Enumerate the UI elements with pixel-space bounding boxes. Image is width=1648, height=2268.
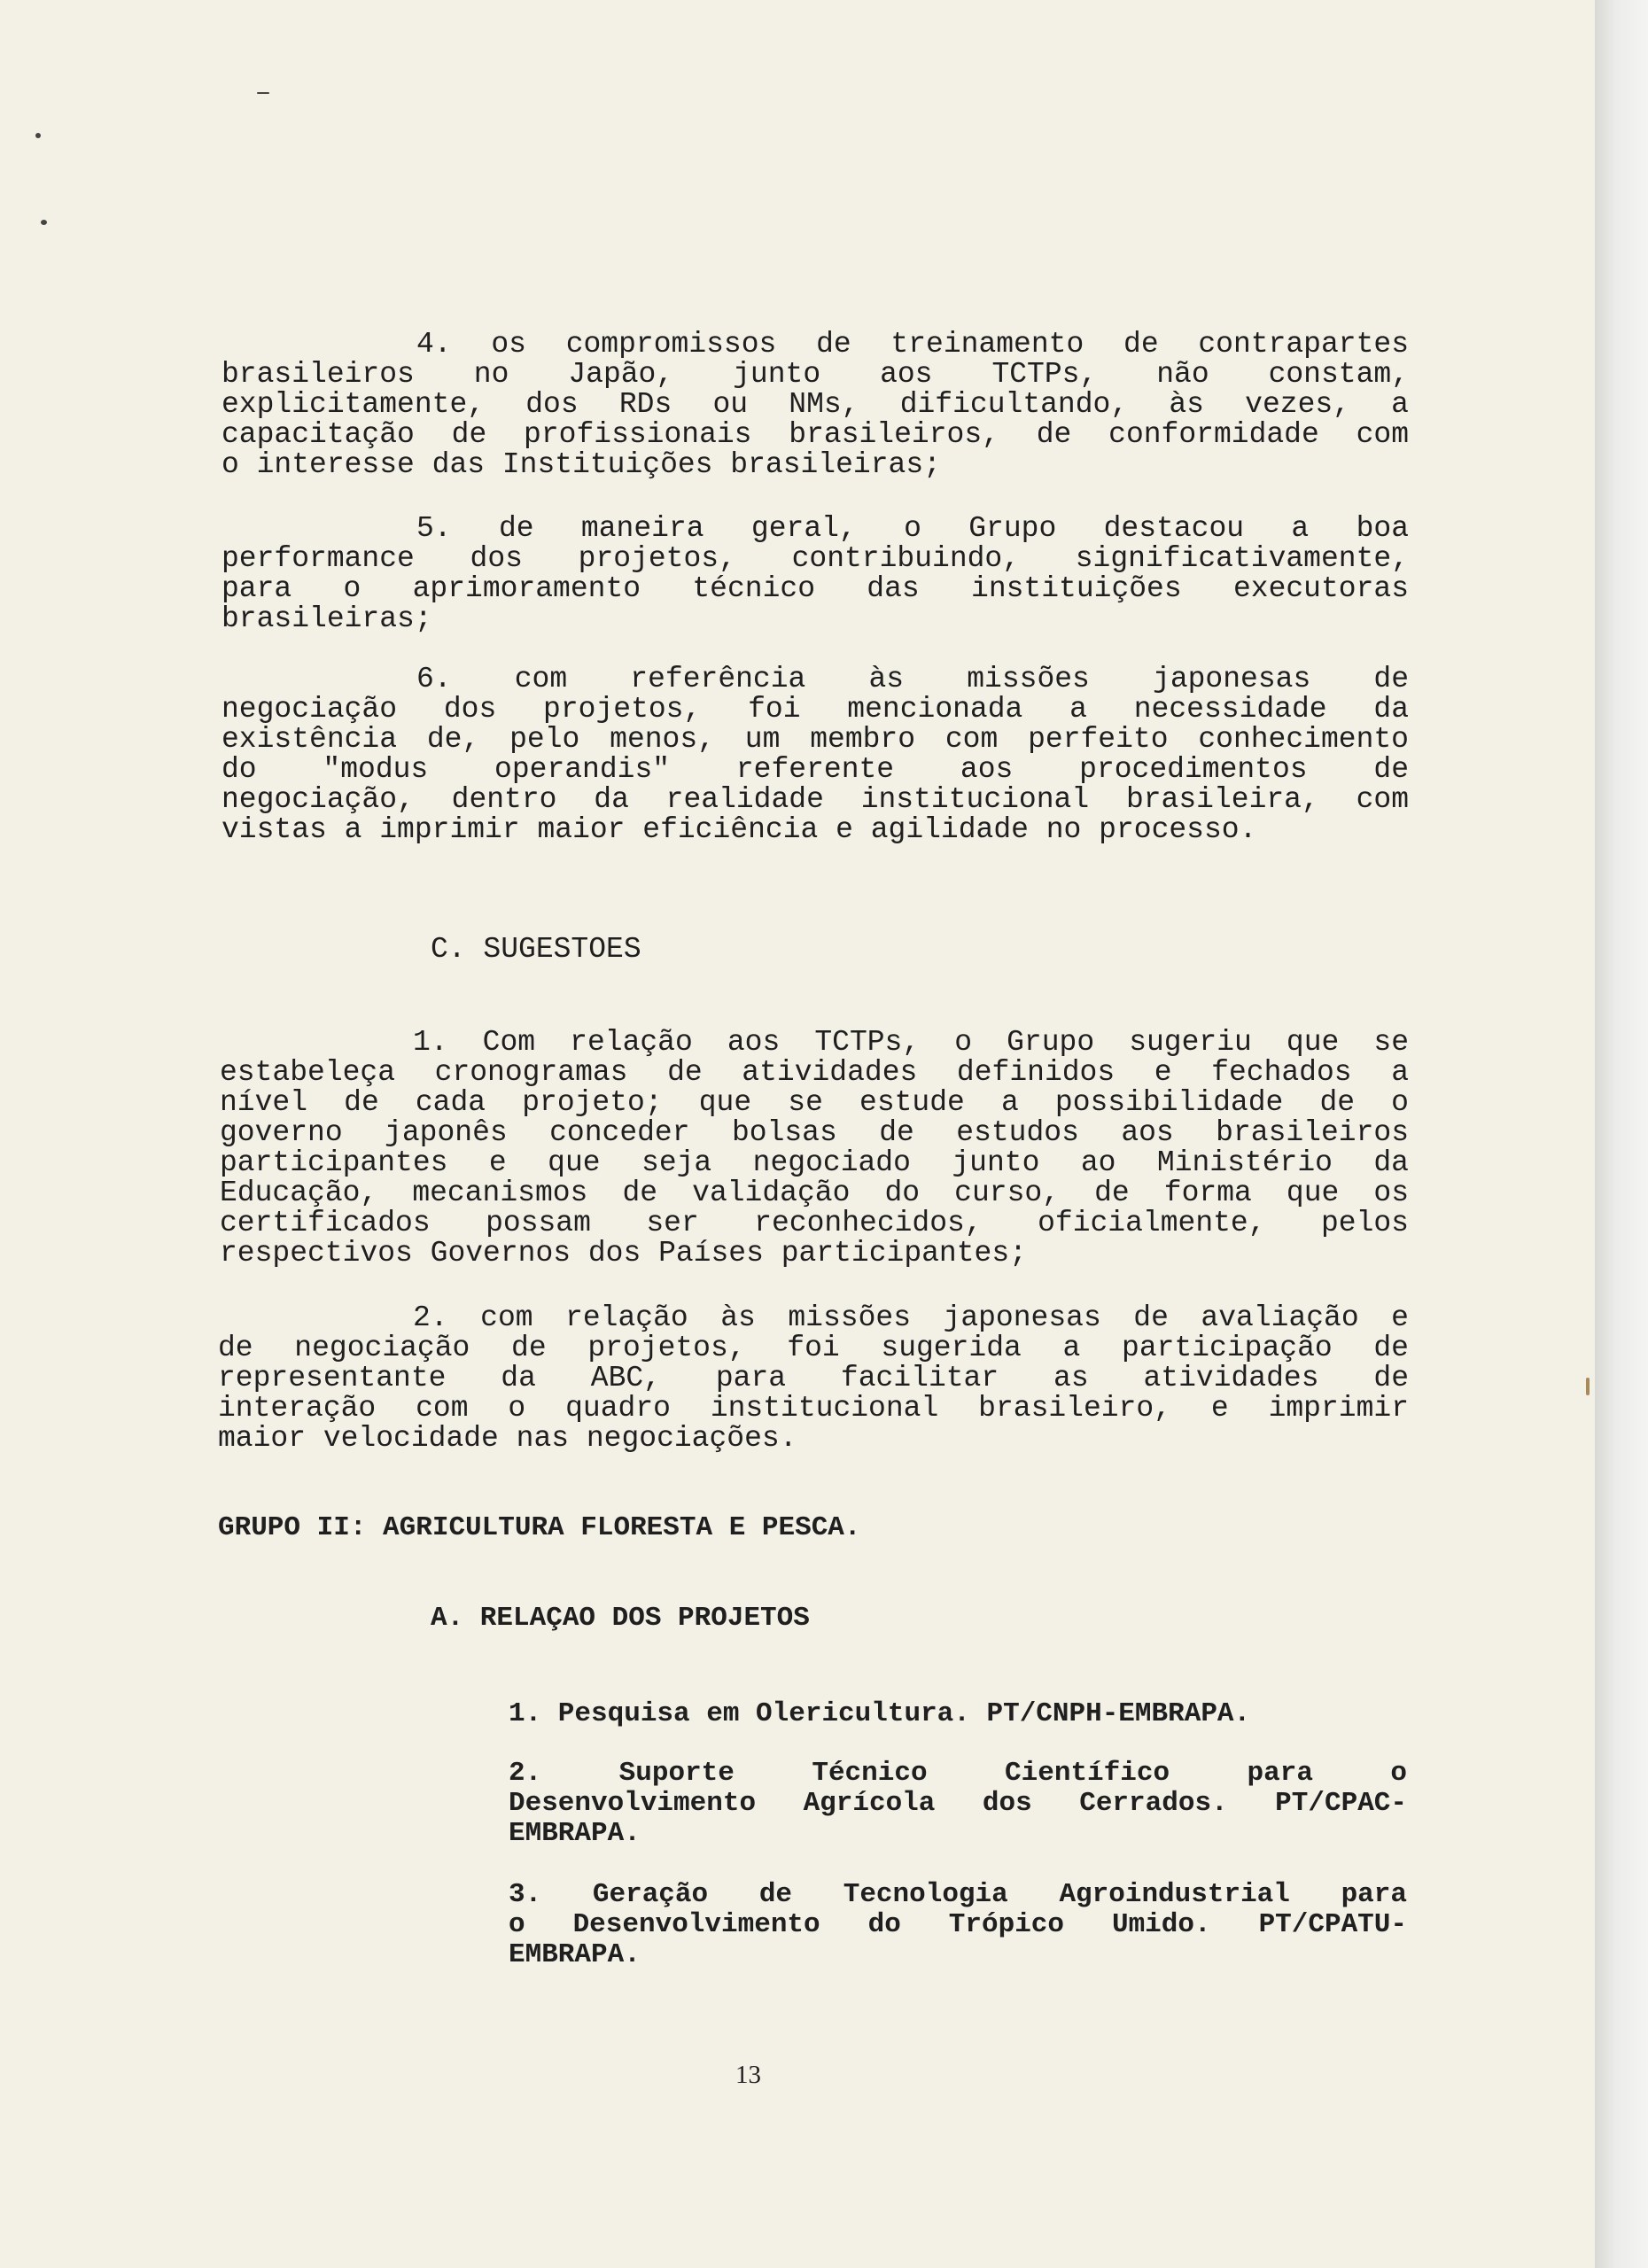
- text-line: 5. de maneira geral, o Grupo destacou a boa: [416, 512, 1409, 545]
- text-line: 1. Com relação aos TCTPs, o Grupo sugeriu que se: [413, 1026, 1409, 1059]
- text-line: 4. os compromissos de treinamento de contrapartes: [416, 328, 1409, 361]
- page-number: 13: [735, 2061, 761, 2089]
- text-line: certificados possam ser reconhecidos, oficialmente, pelos: [220, 1207, 1409, 1239]
- text-line: 1. Pesquisa em Olericultura. PT/CNPH-EMBRAPA.: [509, 1698, 1251, 1729]
- text-line: estabeleça cronogramas de atividades definidos e fechados a: [220, 1056, 1409, 1089]
- scan-speck: [1586, 1378, 1590, 1395]
- text-line: nível de cada projeto; que se estude a possibilidade de o: [220, 1086, 1409, 1119]
- paragraph-item-5: [222, 514, 1409, 634]
- text-line: 2. com relação às missões japonesas de avaliação e: [413, 1301, 1409, 1334]
- paragraph-suggestion-1: [220, 1028, 1409, 1269]
- text-line: EMBRAPA.: [509, 1818, 641, 1849]
- scan-speck: [257, 92, 269, 94]
- text-line: capacitação de profissionais brasileiros, de conformidade com: [222, 418, 1409, 451]
- text-line: o interesse das Instituições brasileiras;: [222, 448, 941, 481]
- text-line: Desenvolvimento Agrícola dos Cerrados. PT/CPAC-: [509, 1788, 1407, 1819]
- project-item-2: [509, 1759, 1407, 1849]
- text-line: representante da ABC, para facilitar as atividades de: [218, 1362, 1409, 1394]
- text-line: governo japonês conceder bolsas de estudos aos brasileiros: [220, 1116, 1409, 1149]
- group-heading: GRUPO II: AGRICULTURA FLORESTA E PESCA.: [218, 1512, 861, 1543]
- text-line: Educação, mecanismos de validação do curso, de forma que os: [220, 1177, 1409, 1209]
- scan-speck: [35, 133, 41, 138]
- text-line: negociação, dentro da realidade institucional brasileira, com: [222, 783, 1409, 816]
- paragraph-item-6: [222, 664, 1409, 845]
- text-line: o Desenvolvimento do Trópico Umido. PT/CPATU-: [509, 1909, 1407, 1940]
- text-line: explicitamente, dos RDs ou NMs, dificultando, às vezes, a: [222, 388, 1409, 421]
- text-line: de negociação de projetos, foi sugerida a participação de: [218, 1332, 1409, 1364]
- text-line: respectivos Governos dos Países participantes;: [220, 1237, 1027, 1270]
- text-line: negociação dos projetos, foi mencionada a necessidade da: [222, 693, 1409, 726]
- scan-speck: [41, 220, 47, 225]
- scan-edge: [1595, 0, 1648, 2268]
- text-line: 6. com referência às missões japonesas de: [416, 663, 1409, 695]
- text-line: vistas a imprimir maior eficiência e agilidade no processo.: [222, 813, 1257, 846]
- text-line: do "modus operandis" referente aos procedimentos de: [222, 753, 1409, 786]
- text-line: brasileiros no Japão, junto aos TCTPs, não constam,: [222, 358, 1409, 391]
- text-line: maior velocidade nas negociações.: [218, 1422, 797, 1455]
- section-heading-c: C. SUGESTOES: [431, 933, 641, 966]
- text-line: 2. Suporte Técnico Científico para o: [509, 1758, 1407, 1789]
- text-line: interação com o quadro institucional brasileiro, e imprimir: [218, 1392, 1409, 1425]
- paragraph-item-4: [222, 330, 1409, 480]
- text-line: brasileiras;: [222, 602, 432, 635]
- text-line: 3. Geração de Tecnologia Agroindustrial para: [509, 1879, 1407, 1910]
- text-line: EMBRAPA.: [509, 1939, 641, 1970]
- paragraph-suggestion-2: [218, 1303, 1409, 1454]
- project-item-3: [509, 1880, 1407, 1970]
- text-line: participantes e que seja negociado junto ao Ministério da: [220, 1146, 1409, 1179]
- text-line: para o aprimoramento técnico das instituições executoras: [222, 572, 1409, 605]
- section-heading-a: A. RELAÇAO DOS PROJETOS: [431, 1603, 810, 1634]
- project-item-1: [509, 1699, 1407, 1729]
- text-line: performance dos projetos, contribuindo, significativamente,: [222, 542, 1409, 575]
- text-line: existência de, pelo menos, um membro com perfeito conhecimento: [222, 723, 1409, 756]
